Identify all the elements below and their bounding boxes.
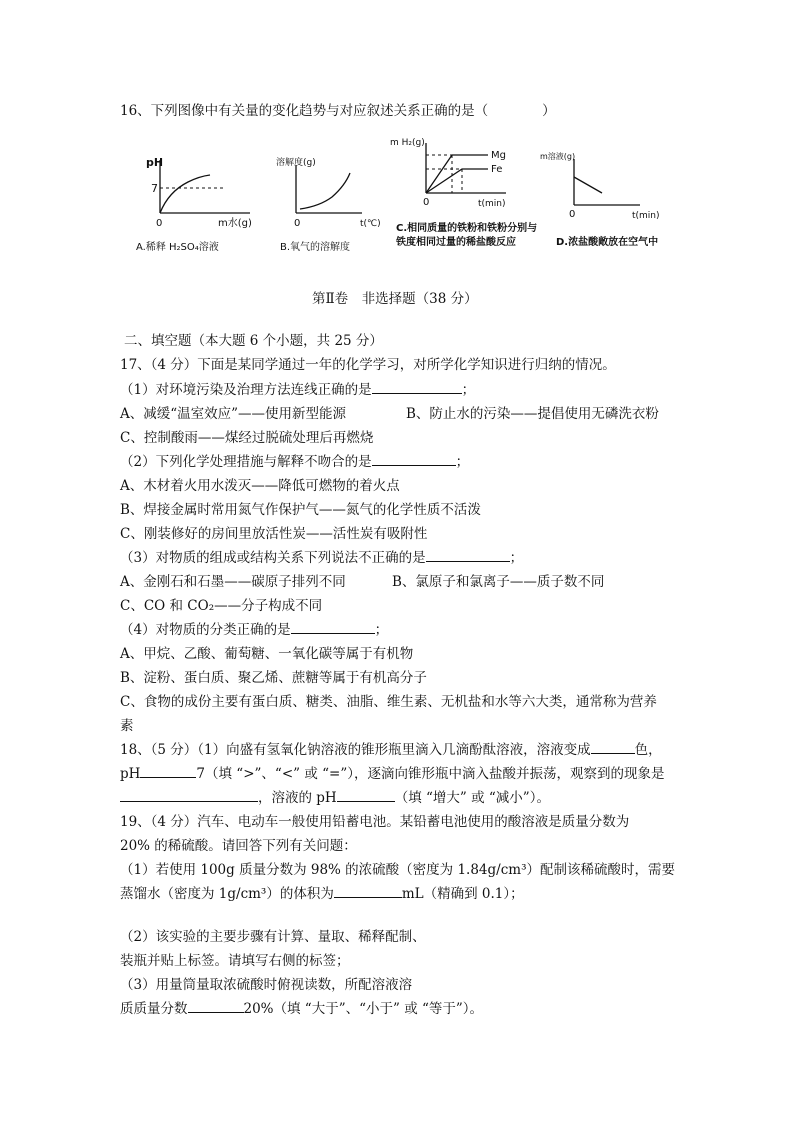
q17-s1-option-c: C、控制酸雨——煤经过脱硫处理后再燃烧	[120, 430, 374, 446]
graph-b-origin: 0	[294, 218, 301, 229]
graph-c-y-label: m H₂(g)	[390, 138, 425, 148]
graph-c-curve-fe	[426, 169, 488, 193]
q19-line7: （3）用量筒量取浓硫酸时俯视读数，所配溶液溶	[120, 977, 413, 993]
q17-s1-question: （1）对环境污染及治理方法连线正确的是 ；	[120, 378, 475, 398]
q18-line2: pH 7（填 “>”、“<” 或 “=”），逐滴向锥形瓶中滴入盐酸并振荡，观察到的现象是	[120, 762, 664, 782]
q19-concentration-blank[interactable]	[188, 998, 244, 1013]
graph-a-curve	[160, 175, 210, 213]
graph-c	[390, 133, 540, 223]
q17-s2-question: （2）下列化学处理措施与解释不吻合的是 ；	[120, 450, 469, 470]
q19-line3: （1）若使用 100g 质量分数为 98% 的浓硫酸（密度为 1.84g/cm³）配制该稀硫酸时，需要	[120, 862, 675, 878]
graph-b-caption: B.氧气的溶解度	[280, 242, 351, 253]
q17-s1-option-b: B、防止水的污染——提倡使用无磷洗衣粉	[406, 406, 659, 422]
q19-volume-blank[interactable]	[334, 883, 402, 898]
q18-line1: 18、（5 分）（1）向盛有氢氧化钠溶液的锥形瓶里滴入几滴酚酞溶液，溶液变成 色，	[120, 738, 662, 758]
q17-s2-option-b: B、焊接金属时常用氮气作保护气——氮气的化学性质不活泼	[120, 502, 481, 518]
q17-s2-option-a: A、木材着火用水泼灭——降低可燃物的着火点	[120, 478, 400, 494]
q17-stem: 17、（4 分）下面是某同学通过一年的化学学习，对所学化学知识进行归纳的情况。	[120, 357, 616, 373]
q19-line2: 20% 的稀硫酸。请回答下列有关问题：	[120, 838, 357, 854]
graph-d	[540, 145, 670, 225]
graph-b-y-label: 溶解度(g)	[276, 158, 316, 168]
q19-line1: 19、（4 分）汽车、电动车一般使用铅蓄电池。某铅蓄电池使用的酸溶液是质量分数为	[120, 814, 630, 830]
q17-s4-option-a: A、甲烷、乙酸、葡萄糖、一氧化碳等属于有机物	[120, 646, 414, 662]
graph-a-x-label: m水(g)	[218, 218, 252, 229]
q17-s4-option-c-line1: C、食物的成份主要有蛋白质、糖类、油脂、维生素、无机盐和水等六大类，通常称为营养	[120, 694, 657, 710]
q17-s3-question: （3）对物质的组成或结构关系下列说法不正确的是 ；	[120, 546, 523, 566]
graph-d-y-label: m溶液(g)	[540, 152, 576, 161]
q17-s2-blank[interactable]	[372, 451, 456, 466]
q19-line5: （2）该实验的主要步骤有计算、量取、稀释配制、	[120, 929, 426, 945]
q17-s1-option-a: A、减缓“温室效应”——使用新型能源	[120, 406, 347, 422]
q17-s4-option-c-line2: 素	[120, 718, 134, 734]
section-2-title: 第Ⅱ卷 非选择题（38 分）	[312, 291, 478, 307]
graph-b-x-label: t(℃)	[360, 219, 381, 229]
q19-line6: 装瓶并贴上标签。请填写右侧的标签；	[120, 953, 350, 969]
q17-s4-option-b: B、淀粉、蛋白质、聚乙烯、蔗糖等属于有机高分子	[120, 670, 427, 686]
q17-s2-option-c: C、刚装修好的房间里放活性炭——活性炭有吸附性	[120, 526, 428, 542]
graph-c-curve-1-label: Mg	[491, 150, 506, 161]
q18-ph-compare-blank[interactable]	[140, 763, 196, 778]
q17-s4-blank[interactable]	[291, 619, 375, 634]
graph-c-caption-line1: C.相同质量的铁粉和铁粉分别与	[396, 223, 538, 234]
graph-a	[132, 150, 257, 250]
graph-d-x-label: t(min)	[632, 211, 660, 221]
q18-ph-change-blank[interactable]	[337, 787, 395, 802]
q18-phenomenon-blank[interactable]	[120, 787, 258, 802]
q18-color-blank[interactable]	[591, 739, 635, 754]
q19-line8: 质质量分数 20%（填 “大于”、“小于” 或 “等于”）。	[120, 997, 483, 1017]
graph-a-y-tick: 7	[151, 182, 158, 195]
graph-a-y-label: pH	[146, 156, 164, 169]
graph-b	[262, 155, 392, 245]
q16-stem: 16、下列图像中有关量的变化趋势与对应叙述关系正确的是（ ）	[120, 103, 556, 119]
graph-a-origin: 0	[156, 218, 163, 229]
graph-d-curve	[574, 177, 602, 193]
graph-c-x-label: t(min)	[478, 199, 506, 209]
graph-d-origin: 0	[569, 209, 576, 220]
graph-b-curve	[300, 173, 350, 209]
q17-s4-question: （4）对物质的分类正确的是 ；	[120, 618, 388, 638]
graph-a-caption: A.稀释 H₂SO₄溶液	[136, 242, 219, 253]
part-2-heading: 二、填空题（本大题 6 个小题，共 25 分）	[124, 333, 383, 349]
graph-c-caption-line2: 铁度相同过量的稀盐酸反应	[396, 237, 516, 248]
q17-s3-option-a: A、金刚石和石墨——碳原子排列不同	[120, 574, 346, 590]
q19-line4: 蒸馏水（密度为 1g/cm³）的体积为 mL（精确到 0.1）；	[120, 882, 524, 902]
graph-c-curve-2-label: Fe	[491, 164, 503, 175]
q17-s1-blank[interactable]	[372, 379, 462, 394]
q17-s3-option-b: B、氯原子和氯离子——质子数不同	[392, 574, 605, 590]
q17-s3-blank[interactable]	[426, 547, 510, 562]
q17-s3-option-c: C、CO 和 CO₂——分子构成不同	[120, 598, 323, 614]
q18-line3: ，溶液的 pH （填 “增大” 或 “减小”）。	[120, 786, 550, 806]
graph-d-caption: D.浓盐酸敞放在空气中	[556, 237, 659, 248]
graph-c-origin: 0	[423, 197, 430, 208]
